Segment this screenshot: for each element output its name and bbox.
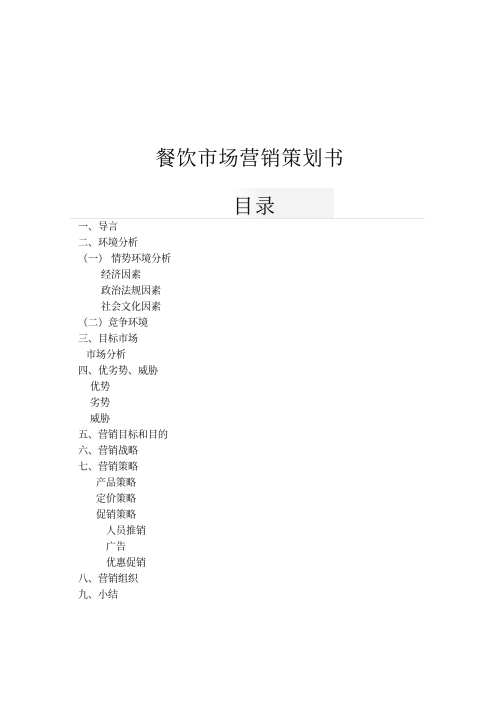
toc-item: 产品策略 [96, 478, 136, 489]
toc-item: 五、营销目标和目的 [78, 430, 168, 441]
toc-item: 经济因素 [101, 270, 141, 281]
toc-item: （一） 情势环境分析 [78, 254, 172, 265]
toc-item: 市场分析 [86, 350, 126, 361]
toc-heading-bar [70, 188, 425, 219]
toc-item: 八、营销组织 [78, 574, 138, 585]
toc-item: 人员推销 [106, 526, 146, 537]
toc-item: 政治法规因素 [101, 286, 161, 297]
toc-item: 六、营销战略 [78, 446, 138, 457]
toc-item: 优势 [90, 382, 110, 393]
toc-item: 优惠促销 [106, 558, 146, 569]
toc-item: 三、目标市场 [78, 334, 138, 345]
toc-item: 劣势 [90, 398, 110, 409]
toc-item: 七、营销策略 [78, 462, 138, 473]
toc-item: （二）竞争环境 [78, 318, 148, 329]
toc-item: 威胁 [90, 414, 110, 425]
toc-item: 一、导言 [78, 222, 118, 233]
document-title: 餐饮市场营销策划书 [155, 146, 345, 170]
toc-item: 社会文化因素 [101, 302, 161, 313]
toc-item: 定价策略 [96, 494, 136, 505]
toc-item: 九、小结 [78, 590, 118, 601]
toc-item: 促销策略 [96, 510, 136, 521]
toc-item: 四、优劣势、威胁 [78, 366, 158, 377]
toc-heading: 目录 [233, 194, 277, 218]
toc-item: 广告 [106, 542, 126, 553]
toc-item: 二、环境分析 [78, 238, 138, 249]
